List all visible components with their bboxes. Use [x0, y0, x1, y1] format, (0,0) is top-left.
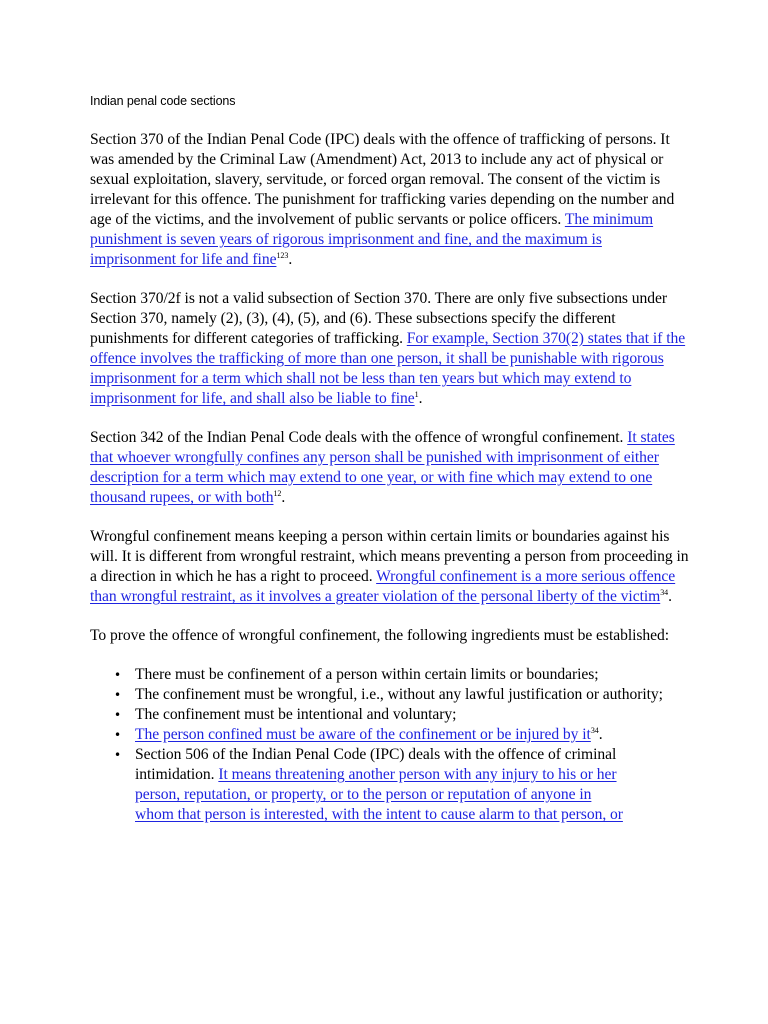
paragraph-text: Wrongful confinement means keeping a person within certain limits or boundaries against his will. It is different from wrongful restraint, which means preventing a person from proceeding in a direction in which he has a right to proceed.	[90, 528, 689, 585]
paragraph-section-370	[90, 130, 690, 270]
citation-link[interactable]: The minimum punishment is seven years of rigorous imprisonment and fine, and the maximum is imprisonment for life and fine	[90, 211, 654, 268]
footnote-ref[interactable]: 12	[273, 489, 282, 498]
footnote-ref[interactable]: 34	[660, 588, 669, 597]
footnote-ref[interactable]: 123	[276, 251, 289, 260]
citation-link[interactable]: The person confined must be aware of the confinement or be injured by it	[135, 726, 591, 743]
list-item-end: .	[598, 726, 603, 743]
paragraph-end: .	[281, 489, 286, 506]
list-item	[135, 745, 690, 825]
footnote-ref[interactable]: 1	[414, 390, 419, 399]
citation-link[interactable]: person, reputation, or property, or to the person or reputation of anyone in	[135, 786, 592, 803]
document-heading: Indian penal code sections	[90, 94, 236, 108]
paragraph-text: To prove the offence of wrongful confinement, the following ingredients must be established:	[90, 627, 670, 644]
citation-link[interactable]: It states that whoever wrongfully confines any person shall be punished with imprisonment of either description for a term which may extend to one year, or with fine which may extend to one thousand rupees, or with both	[90, 429, 675, 506]
citation-link[interactable]: whom that person is interested, with the intent to cause alarm to that person, or	[135, 806, 623, 823]
list-item	[135, 665, 690, 685]
list-item-text: The confinement must be wrongful, i.e., without any lawful justification or authority;	[135, 686, 663, 703]
document-body	[90, 130, 690, 825]
footnote-ref[interactable]: 34	[590, 726, 599, 735]
list-item-text: There must be confinement of a person within certain limits or boundaries;	[135, 666, 599, 683]
paragraph-section-342	[90, 428, 690, 508]
paragraph-end: .	[418, 390, 423, 407]
list-item-text: The confinement must be intentional and voluntary;	[135, 706, 457, 723]
list-item	[135, 725, 690, 745]
paragraph-section-370-2f	[90, 289, 690, 409]
paragraph-ingredients	[90, 626, 690, 646]
paragraph-text: Section 342 of the Indian Penal Code deals with the offence of wrongful confinement.	[90, 429, 628, 446]
ingredients-list	[90, 665, 690, 825]
list-item	[135, 685, 690, 705]
paragraph-wrongful-confinement	[90, 527, 690, 607]
paragraph-end: .	[288, 251, 293, 268]
citation-link[interactable]: It means threatening another person with any injury to his or her	[218, 766, 617, 783]
paragraph-end: .	[668, 588, 672, 605]
paragraph-text: Section 370/2f is not a valid subsection of Section 370. There are only five subsections under Section 370, namely (2), (3), (4), (5), and (6). These subsections specify the different punishments for different categories of trafficking.	[90, 290, 668, 347]
citation-link[interactable]: Wrongful confinement is a more serious offence than wrongful restraint, as it involves a greater violation of the personal liberty of the victim	[90, 568, 676, 605]
paragraph-text: Section 370 of the Indian Penal Code (IPC) deals with the offence of trafficking of persons. It was amended by the Criminal Law (Amendment) Act, 2013 to include any act of physical or sexual exploitation, slavery, servitude, or forced organ removal. The consent of the victim is irrelevant for this offence. The punishment for trafficking varies depending on the number and age of the victims, and the involvement of public servants or police officers.	[90, 131, 675, 228]
citation-link[interactable]: For example, Section 370(2) states that if the offence involves the trafficking of more than one person, it shall be punishable with rigorous imprisonment for a term which shall not be less than ten years but which may extend to imprisonment for life, and shall also be liable to fine	[90, 330, 686, 407]
list-item	[135, 705, 690, 725]
list-item-text: Section 506 of the Indian Penal Code (IPC) deals with the offence of criminal intimidation.	[135, 746, 617, 783]
